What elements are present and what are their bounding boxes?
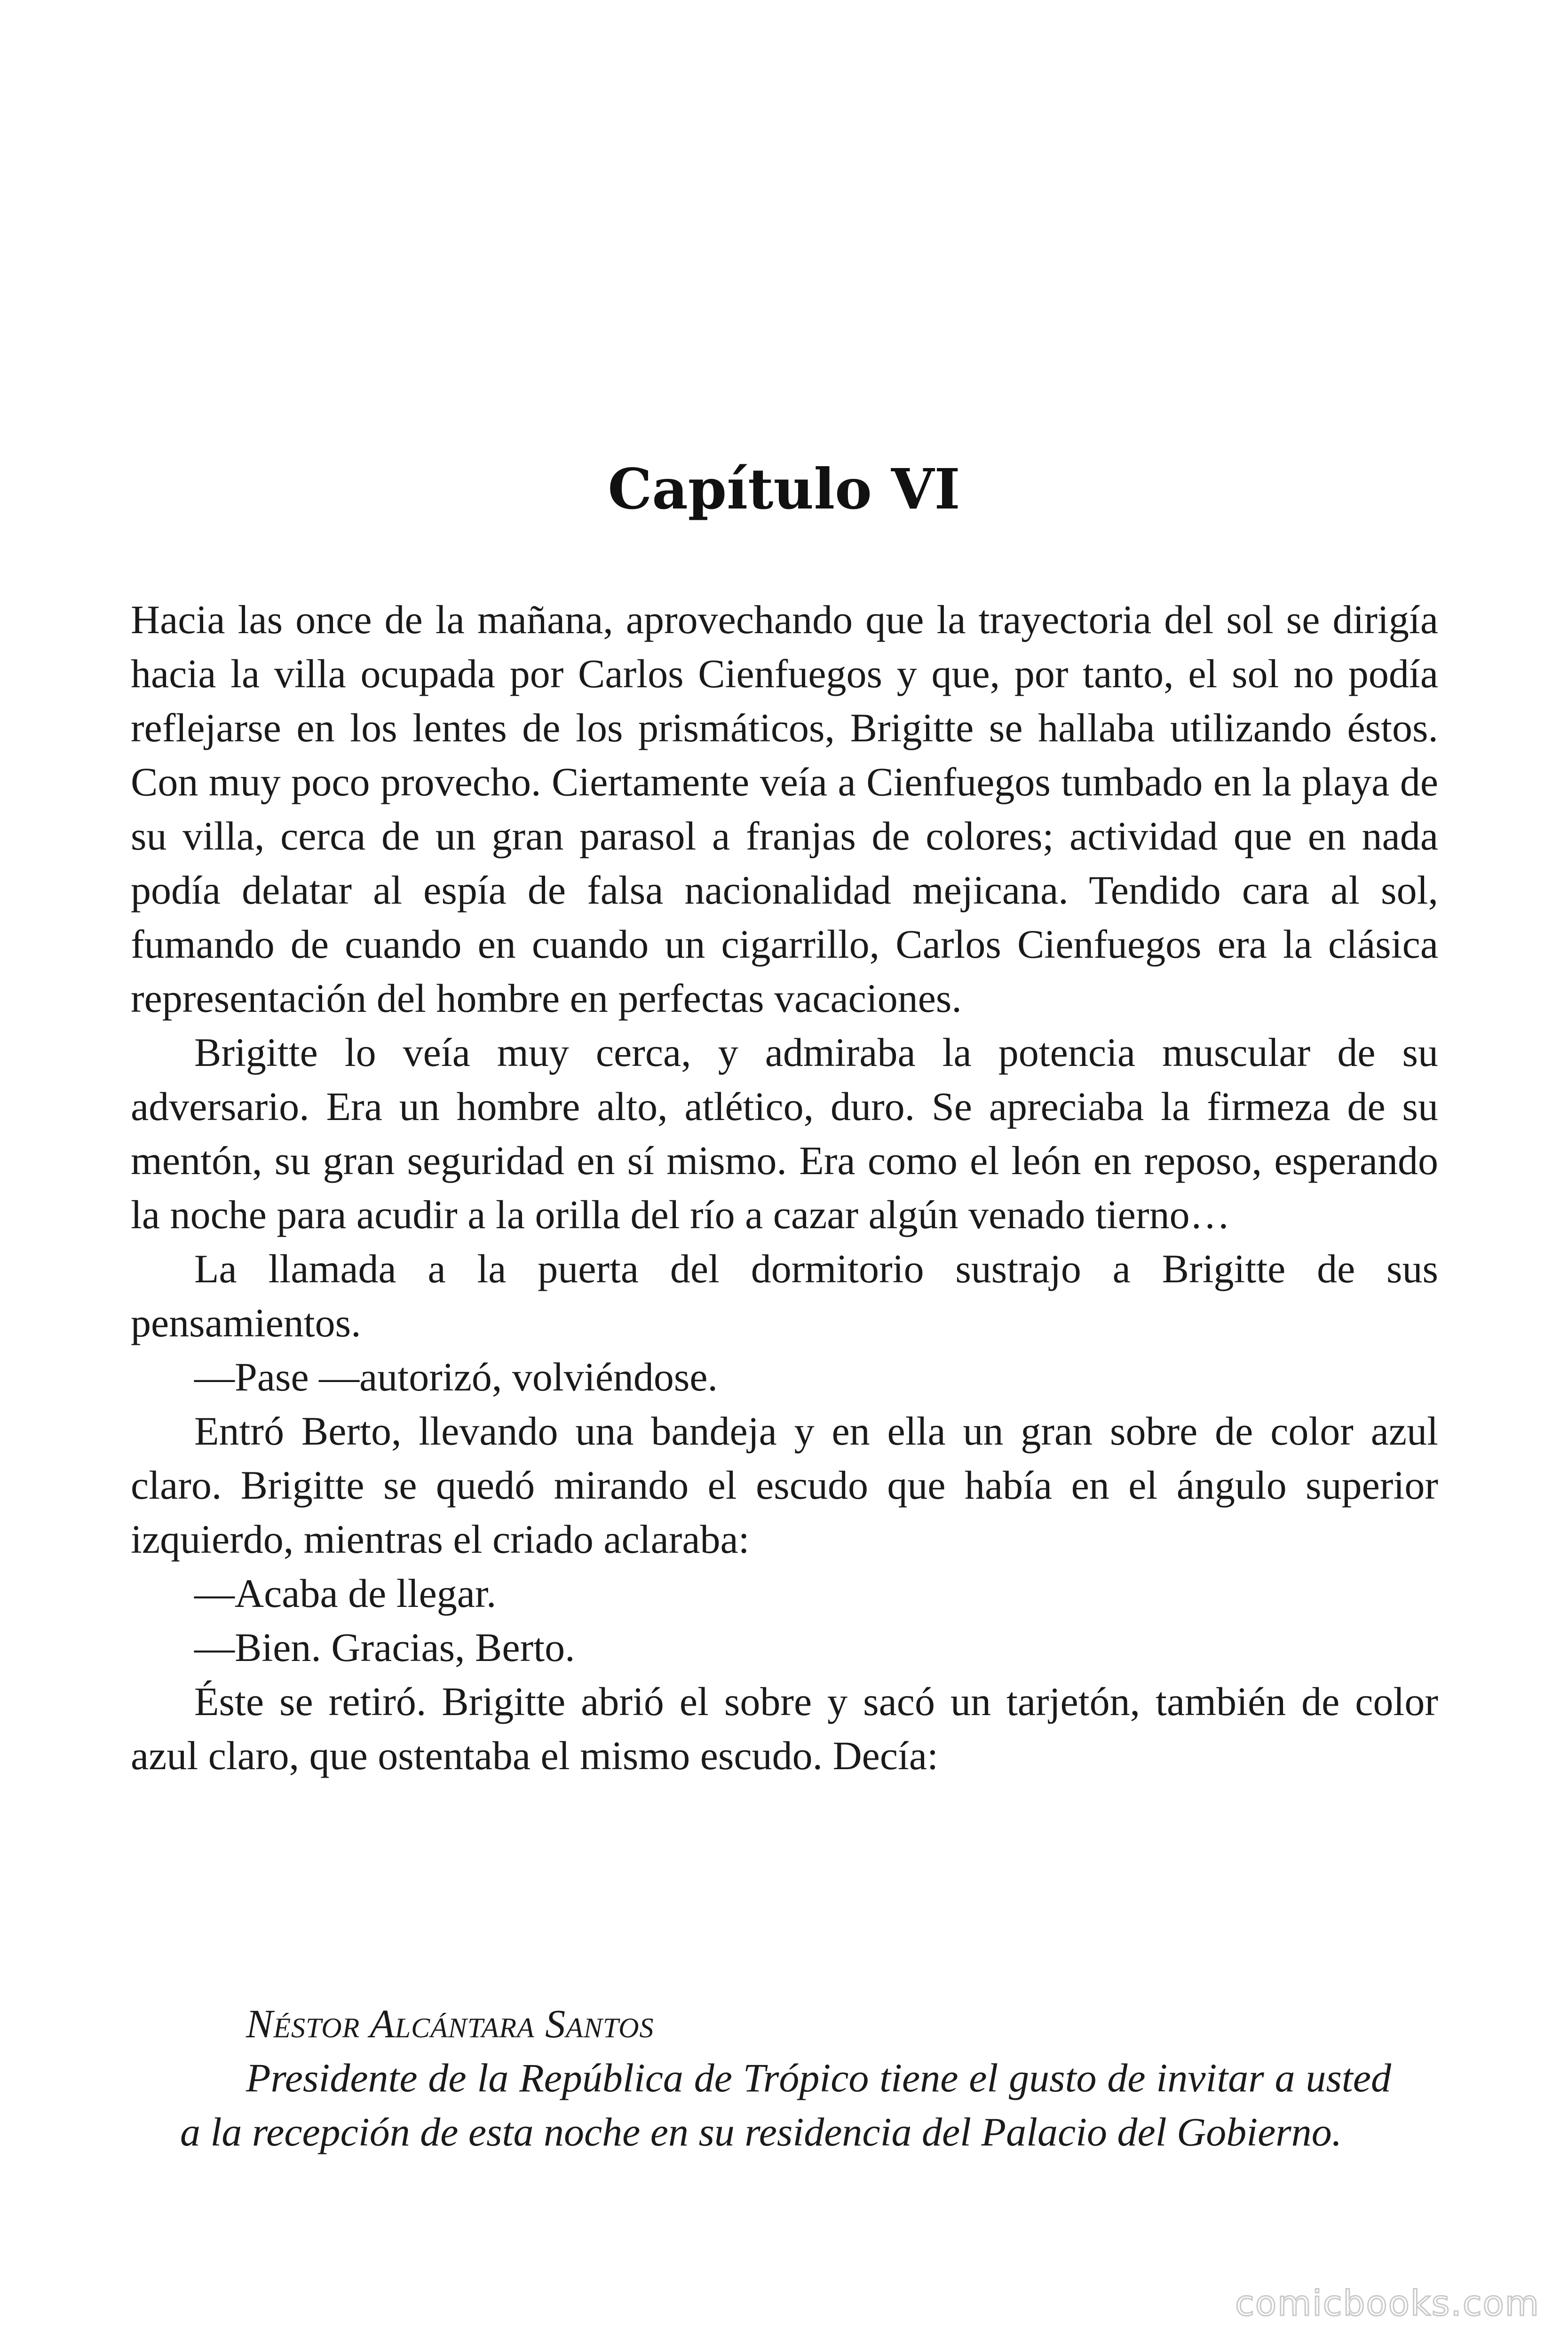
paragraph: Hacia las once de la mañana, aprovechando que la trayectoria del sol se dirigía hacia la villa ocupada por Carlos Cienfuegos y que, por tanto, el sol no podía reflejarse en los lentes de los prismáticos, Brigitte se hallaba utilizando éstos. Con muy poco provecho. Ciertamente veía a Cienfuegos tumbado en la playa de su villa, cerca de un gran parasol a franjas de colores; actividad que en nada podía delatar al espía de falsa nacionalidad mejicana. Tendido cara al sol, fumando de cuando en cuando un cigarrillo, Carlos Cienfuegos era la clásica representación del hombre en perfectas vacaciones. (131, 597, 1438, 1021)
paragraph: Éste se retiró. Brigitte abrió el sobre y sacó un tarjetón, también de color azul claro, que ostentaba el mismo escudo. Decía: (131, 1679, 1438, 1778)
dialogue-line: —Pase —autorizó, volviéndose. (194, 1354, 718, 1399)
paragraph: Entró Berto, llevando una bandeja y en ella un gran sobre de color azul claro. Brigitte se quedó mirando el escudo que había en el ángulo superior izquierdo, mientras el criado aclaraba: (131, 1408, 1438, 1562)
paragraph: La llamada a la puerta del dormitorio sustrajo a Brigitte de sus pensamientos. (131, 1246, 1438, 1345)
dialogue-line: —Acaba de llegar. (194, 1571, 497, 1616)
chapter-title: Capítulo VI (608, 456, 960, 522)
paragraph: Brigitte lo veía muy cerca, y admiraba la potencia muscular de su adversario. Era un hombre alto, atlético, duro. Se apreciaba la firmeza de su mentón, su gran seguridad en sí mismo. Era como el león en reposo, esperando la noche para acudir a la orilla del río a cazar algún venado tierno… (131, 1030, 1438, 1237)
invitation-message: Presidente de la República de Trópico tiene el gusto de invitar a usted a la recepción de esta noche en su residencia del Palacio del Gobierno. (180, 2055, 1391, 2154)
invitation-card-text (180, 1997, 1391, 2159)
chapter-body (131, 593, 1438, 1783)
dialogue-line: —Bien. Gracias, Berto. (194, 1625, 575, 1670)
watermark: comicbooks.com (1235, 2283, 1540, 2324)
invitation-sender: Néstor Alcántara Santos (246, 2001, 654, 2046)
